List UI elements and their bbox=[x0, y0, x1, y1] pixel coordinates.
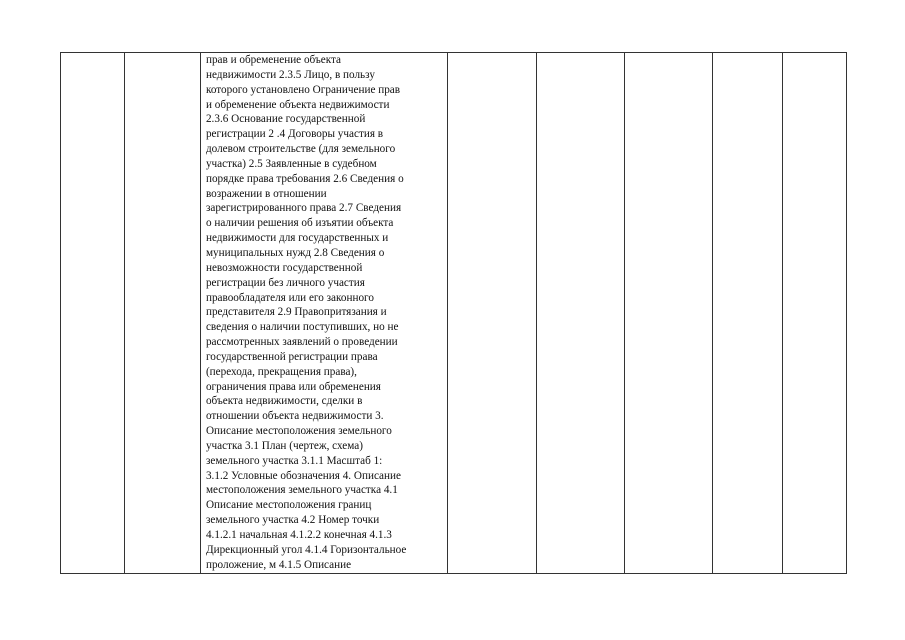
description-line: государственной регистрации права bbox=[205, 350, 378, 363]
description-line: муниципальных нужд 2.8 Сведения о bbox=[205, 246, 385, 259]
description-line: проложение, м 4.1.5 Описание bbox=[205, 558, 352, 571]
description-line: регистрации без личного участия bbox=[205, 276, 365, 289]
description-line: объекта недвижимости, сделки в bbox=[205, 395, 363, 408]
description-line: ограничения права или обременения bbox=[205, 380, 381, 393]
description-line: (перехода, прекращения права), bbox=[205, 365, 357, 378]
description-line: которого установлено Ограничение прав bbox=[205, 83, 401, 96]
description-line: невозможности государственной bbox=[205, 261, 363, 274]
description-line: зарегистрированного права 2.7 Сведения bbox=[205, 202, 402, 215]
description-line: отношении объекта недвижимости 3. bbox=[205, 410, 384, 423]
description-line: о наличии решения об изъятии объекта bbox=[205, 217, 394, 230]
table-cell-col7 bbox=[713, 53, 783, 574]
table-cell-description bbox=[200, 53, 447, 574]
table-row bbox=[61, 53, 847, 574]
description-text bbox=[201, 53, 447, 573]
description-line: 2.3.6 Основание государственной bbox=[205, 113, 366, 126]
description-line: долевом строительстве (для земельного bbox=[205, 143, 396, 156]
description-line: сведения о наличии поступивших, но не bbox=[205, 321, 399, 334]
description-line: правообладателя или его законного bbox=[205, 291, 374, 304]
description-line: участка 3.1 План (чертеж, схема) bbox=[205, 439, 363, 452]
description-line: 4.1.2.1 начальная 4.1.2.2 конечная 4.1.3 bbox=[205, 529, 392, 541]
table-cell-col2 bbox=[124, 53, 200, 574]
description-line: прав и обременение объекта bbox=[205, 54, 341, 66]
description-line: регистрации 2 .4 Договоры участия в bbox=[205, 128, 384, 141]
description-line: Описание местоположения земельного bbox=[205, 425, 392, 438]
description-line: Дирекционный угол 4.1.4 Горизонтальное bbox=[205, 543, 407, 556]
description-line: возражении в отношении bbox=[205, 187, 327, 200]
table-cell-col1 bbox=[61, 53, 125, 574]
description-line: рассмотренных заявлений о проведении bbox=[205, 336, 398, 349]
document-table bbox=[60, 52, 847, 574]
description-line: 3.1.2 Условные обозначения 4. Описание bbox=[205, 469, 401, 482]
description-line: недвижимости 2.3.5 Лицо, в пользу bbox=[205, 68, 375, 81]
description-line: земельного участка 4.2 Номер точки bbox=[205, 514, 380, 527]
description-line: Описание местоположения границ bbox=[205, 499, 372, 512]
table-cell-col8 bbox=[783, 53, 847, 574]
table-cell-col6 bbox=[624, 53, 712, 574]
description-line: участка) 2.5 Заявленные в судебном bbox=[205, 157, 377, 170]
description-line: недвижимости для государственных и bbox=[205, 232, 389, 245]
table-cell-col4 bbox=[448, 53, 536, 574]
description-line: порядке права требования 2.6 Сведения о bbox=[205, 172, 404, 185]
description-line: земельного участка 3.1.1 Масштаб 1: bbox=[205, 454, 383, 467]
description-line: и обременение объекта недвижимости bbox=[205, 98, 390, 111]
description-line: представителя 2.9 Правопритязания и bbox=[205, 306, 387, 319]
description-line: местоположения земельного участка 4.1 bbox=[205, 484, 398, 497]
table-cell-col5 bbox=[536, 53, 624, 574]
